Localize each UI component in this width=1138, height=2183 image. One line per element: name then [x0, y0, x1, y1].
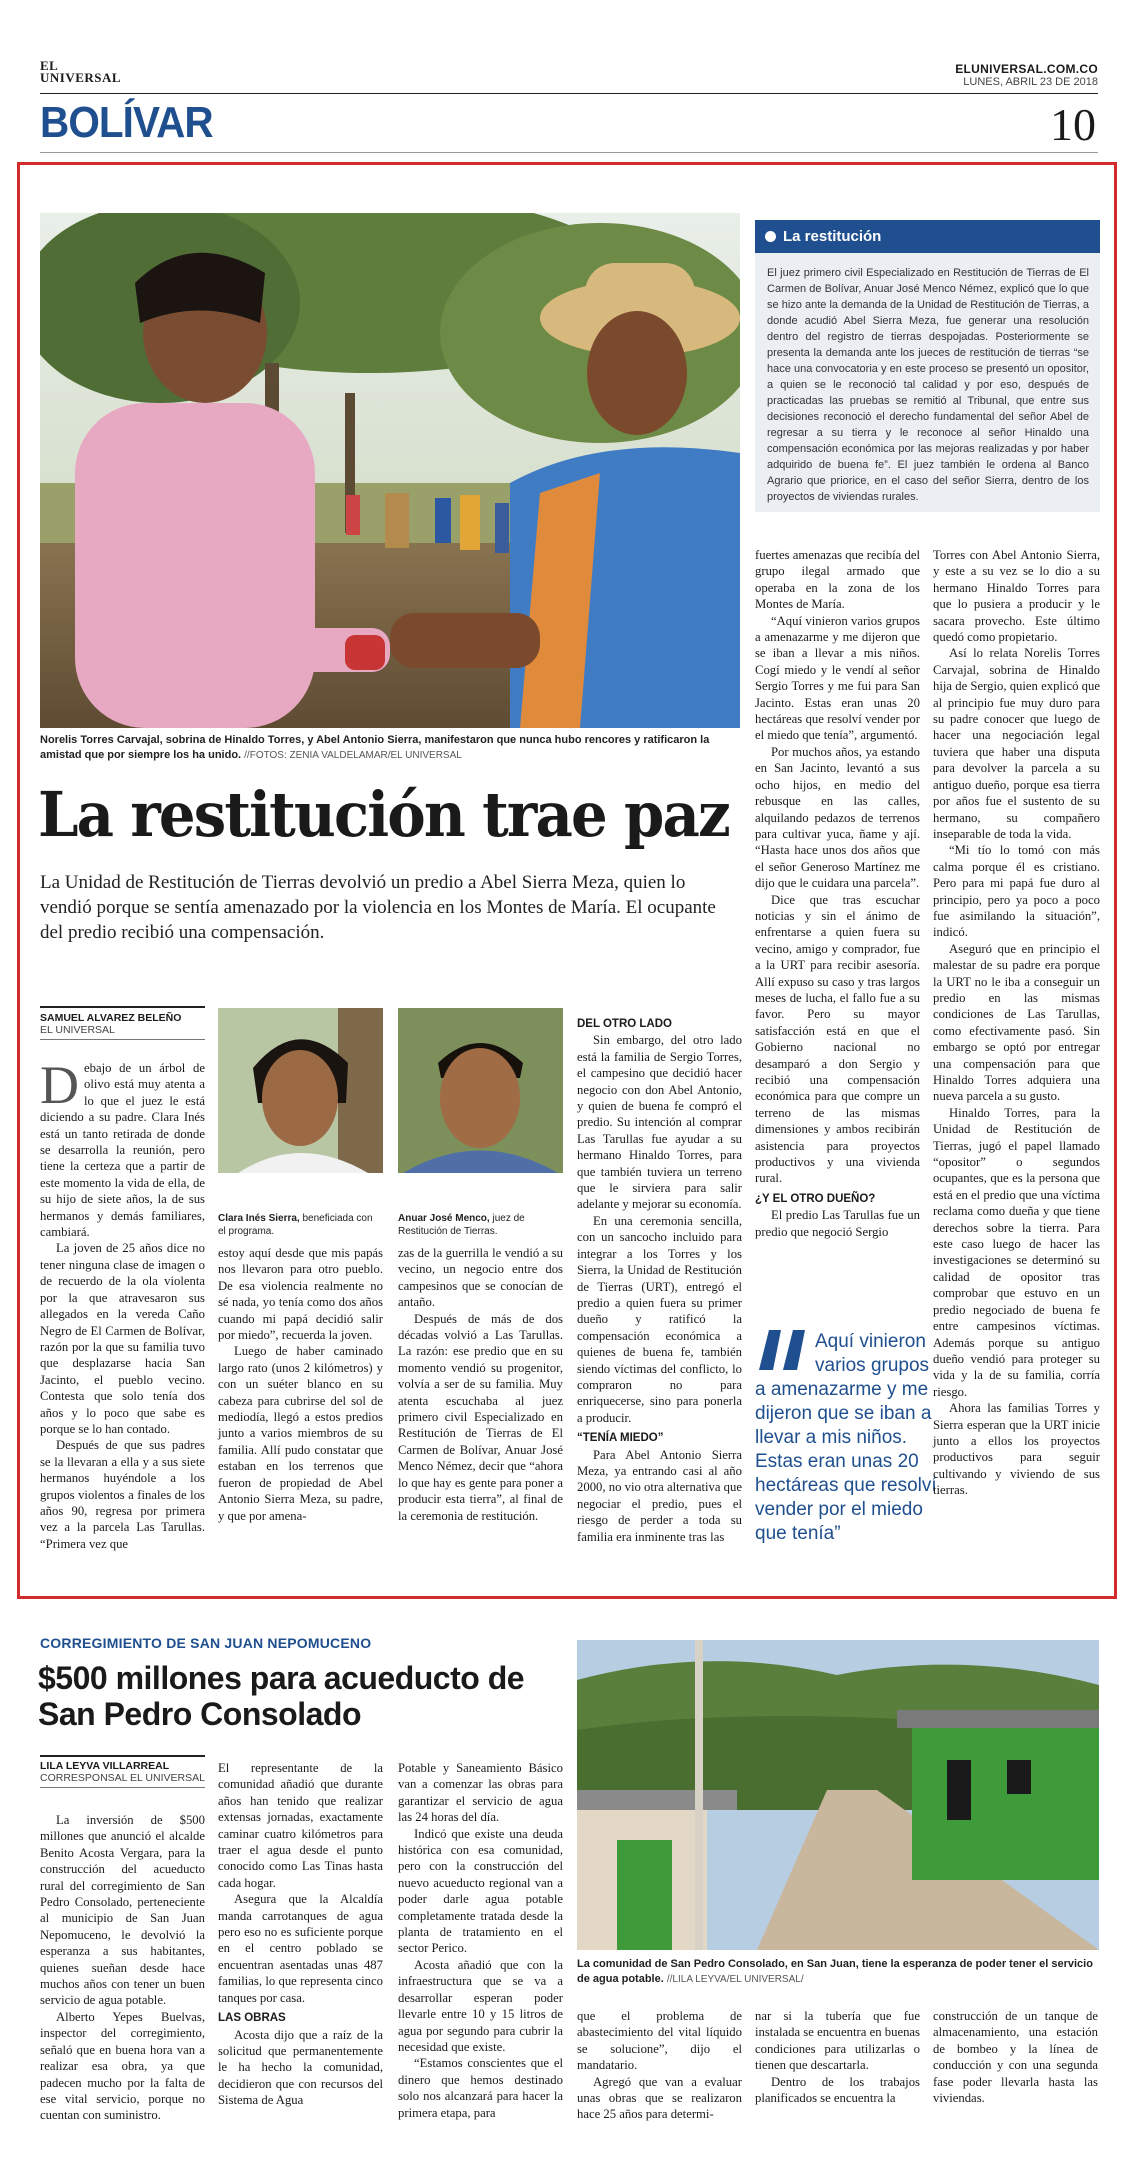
paragraph: Potable y Saneamiento Básico van a comenzar las obras para garantizar el servicio de agua las 24 horas del día. — [398, 1761, 563, 1825]
second-column-2 — [218, 1760, 383, 2109]
mug1-name: Clara Inés Sierra, — [218, 1213, 300, 1224]
byline-name: SAMUEL ALVAREZ BELEÑO — [40, 1012, 182, 1024]
newspaper-logo — [40, 58, 122, 85]
paragraph: Así lo relata Norelis Torres Carvajal, sobrina de Hinaldo hija de Sergio, quien explicó que al principio fue muy duro para su padre conocer que luego de hacer una negociación legal tuviera que haber una disputa para devolver la parcela a su antiguo dueño, porque esa tierra por años fue el sustento de su hermano, su compañero inseparable de toda la vida. — [933, 646, 1100, 841]
main-column-5 — [755, 547, 920, 1240]
subhead: DEL OTRO LADO — [577, 1018, 672, 1030]
main-deck: La Unidad de Restitución de Tierras devolvió un predio a Abel Sierra Meza, quien lo vendió porque se sentía amenazado por la violencia en los Montes de María. El ocupante del predio recibió una compensación. — [40, 872, 716, 943]
second-caption-credit: //LILA LEYVA/EL UNIVERSAL/ — [666, 1974, 804, 1985]
logo-line-2: UNIVERSAL — [40, 70, 122, 85]
issue-date: LUNES, ABRIL 23 DE 2018 — [963, 76, 1098, 88]
paragraph: estoy aquí desde que mis papás nos llevaron para otro pueblo. De esa violencia realmente no sé nada, yo tenía como dos años cuando mi papá decidió salir por miedo”, recuerda la joven. — [218, 1246, 383, 1343]
byline-org: EL UNIVERSAL — [40, 1024, 205, 1040]
main-column-4 — [577, 1012, 742, 1545]
sidebar-header — [755, 220, 1100, 253]
second-headline: $500 millones para acueducto de San Pedro Consolado — [38, 1660, 525, 1732]
paragraph: Acosta dijo que a raíz de la solicitud que permanentemente le ha hecho la comunidad, decidieron que con recursos del Sistema de Agua — [218, 2027, 383, 2108]
second-column-4 — [577, 2008, 742, 2123]
paragraph: En una ceremonia sencilla, con un sancocho incluido para integrar a los Torres y los Sierra, la Unidad de Restitución de Tierras (URT), entregó el predio a quien fuera su primer dueño y ratificó la compensación económica a quienes de buena fe, también siendo víctimas del conflicto, lo compraron no para enriquecerse, sino para ponerla a producir. — [577, 1213, 742, 1425]
paragraph: nar si la tubería que fue instalada se encuentra en buenas condiciones para utilizarlas o tienen que descartarla. — [755, 2009, 920, 2073]
paragraph: construcción de un tanque de almacenamiento, una estación de bombeo y la línea de conducción y con una segunda fase poder llevarla hasta las viviendas. — [933, 2009, 1098, 2106]
mugshot-anuar-illustration — [398, 1008, 563, 1173]
paragraph: Ahora las familias Torres y Sierra esperan que la URT inicie junto a ellos los proyectos productivos para seguir cultivando y viviendo de sus tierras. — [933, 1401, 1100, 1498]
paragraph: Sin embargo, del otro lado está la familia de Sergio Torres, el campesino que decidió hacer negocio con don Abel Antonio, y quien de buena fe compró el predio. Su intención al comprar Las Tarullas fue ayudar a su hermano Hinaldo Torres, para que también tuviera un terreno que le sirviera para salir adelante y mejorar su economía. — [577, 1033, 742, 1212]
paragraph: Torres con Abel Antonio Sierra, y este a su vez se lo dio a su hermano Hinaldo Torres para que lo pusiera a producir y le sacara provecho. Este último quedó como propietario. — [933, 548, 1100, 645]
mugshot-clara-caption — [218, 1212, 383, 1238]
main-byline — [40, 1006, 205, 1040]
logo-line-1: EL — [40, 58, 59, 73]
second-kicker: CORREGIMIENTO DE SAN JUAN NEPOMUCENO — [40, 1635, 372, 1651]
main-photo-caption — [40, 733, 740, 763]
mugshot-anuar-caption — [398, 1212, 563, 1238]
paragraph — [40, 1055, 205, 1240]
second-column-3 — [398, 1760, 563, 2121]
quote-mark-icon — [755, 1330, 809, 1370]
paragraph: Asegura que la Alcaldía manda carrotanques de agua pero eso no es suficiente porque en el centro poblado se encuentran asentadas unas 487 familias, lo que representa cinco tanques por casa. — [218, 1892, 383, 2005]
main-column-6 — [933, 547, 1100, 1499]
main-photo — [40, 213, 740, 728]
subhead: LAS OBRAS — [218, 2012, 286, 2025]
paragraph: Indicó que existe una deuda histórica con esa comunidad, pero con la construcción del nuevo acueducto regional van a poder darle agua potable completamente tratada desde la planta de tratamiento en el sector Perico. — [398, 1826, 563, 1956]
paragraph: La inversión de $500 millones que anunció el alcalde Benito Acosta Vergara, para la construcción del acueducto rural del corregimiento de San Pedro Consolado, perteneciente al municipio de San Juan Nepomuceno, le devolvió la esperanza a sus habitantes, quienes sueñan desde hace muchos años con tener un buen servicio de agua potable. — [40, 1813, 205, 2008]
second-column-5 — [755, 2008, 920, 2106]
paragraph: Para Abel Antonio Sierra Meza, ya entrando casi al año 2000, no vio otra alternativa que negociar el predio, pues el riesgo de perder a toda su familia era inminente tras las — [577, 1447, 742, 1544]
drop-cap: D — [40, 1055, 79, 1115]
byline-name: LILA LEYVA VILLARREAL — [40, 1760, 170, 1772]
mugshot-clara — [218, 1008, 383, 1173]
mugshot-clara-illustration — [218, 1008, 383, 1173]
main-photo-illustration — [40, 213, 740, 728]
section-rule — [40, 152, 1098, 153]
second-photo-illustration — [577, 1640, 1099, 1950]
main-column-3 — [398, 1245, 563, 1524]
paragraph: El representante de la comunidad añadió que durante años han tenido que realizar extensas jornadas, exactamente caminar cuatro kilómetros para traer el agua desde el punto conocido como Las Tinas hasta cada hogar. — [218, 1761, 383, 1890]
main-caption-text: Norelis Torres Carvajal, sobrina de Hinaldo Torres, y Abel Antonio Sierra, manifestaron que nunca hubo rencores y ratificaron la amistad que por siempre los ha unido. — [40, 734, 710, 761]
paragraph: Agregó que van a evaluar unas obras que se realizaron hace 25 años para determi- — [577, 2074, 742, 2122]
site-url: ELUNIVERSAL.COM.CO — [955, 62, 1098, 76]
section-title: BOLÍVAR — [40, 98, 213, 147]
second-photo-caption — [577, 1957, 1097, 1987]
paragraph: La joven de 25 años dice no tener ninguna clase de imagen o de recuerdo de la ola violenta por la que atravesaron sus allegados en la vereda Caño Negro de El Carmen de Bolívar, razón por la que su familia tuvo que desplazarse hacia San Jacinto, el pueblo vecino. Contesta que solo tenía dos años y lo poco que sabe es porque se lo han contado. — [40, 1241, 205, 1436]
paragraph: Después de que sus padres se la llevaran a ella y a sus siete hermanos huyéndole a los grupos violentos a finales de los años 90, regresa por primera vez a la parcela Las Tarullas. “Primera vez que — [40, 1438, 205, 1551]
sidebar-box — [755, 220, 1100, 512]
bullet-icon — [765, 231, 776, 242]
paragraph: Después de más de dos décadas volvió a Las Tarullas. La razón: ese predio que en su momento vendió su progenitor, volvía a ser de su familia. Muy atenta escuchaba al juez primero civil Especializado en Restitución de Tierras de El Carmen de Bolívar, Anuar José Menco Némez, decir que “ahora lo que hay es gente para poner a producir esta tierra”, al final de la ceremonia de restitución. — [398, 1311, 563, 1523]
sidebar-title: La restitución — [783, 228, 882, 245]
main-column-1 — [40, 1055, 205, 1552]
mug2-role: juez de Restitución de Tierras. — [398, 1213, 525, 1237]
second-column-6 — [933, 2008, 1098, 2106]
paragraph: Luego de haber caminado largo rato (unos 2 kilómetros) y con un suéter blanco en su cabeza para cubrirse del sol de mediodía, llegó a estos predios junto a varios miembros de su familia. Allí pudo constatar que estaban en los terrenos que fueron de propiedad de Abel Antonio Sierra Meza, su padre, y que por amena- — [218, 1344, 383, 1523]
mug2-name: Anuar José Menco, — [398, 1213, 490, 1224]
paragraph: Por muchos años, ya estando en San Jacinto, levantó a sus ocho hijos, en medio del rebusque en las calles, alquilando pedazos de terrenos para cultivar yuca, ñame y ají. “Hasta hace unos dos años que el señor Generoso Martínez me dijo que le cuidara una parcela”. — [755, 744, 920, 891]
sidebar-text: El juez primero civil Especializado en Restitución de Tierras de El Carmen de Bolívar, Anuar José Menco Némez, explicó que lo que se hizo ante la demanda de la Unidad de Restitución de Tierras, a donde acudió Abel Sierra Meza, fue generar una resolución dentro del registro de tierras despojadas. Posteriormente se presenta la demanda ante los jueces de restitución de tierras “se hace una convocatoria y en este proceso se presentó un opositor, a quien se le reconoció tal calidad y por eso, después de practicadas las pruebas se remitió al Tribunal, que entre sus decisiones reconoció el derecho fundamental del señor Abel de regresar a su tierra y le reconoce al señor Hinaldo una compensación económica por las mejoras realizadas y por haber adquirido de buena fe”. El juez también le ordena al Banco Agrario que priorice, en el caso del señor Sierra, dentro de los proyectos de viviendas rurales. — [767, 267, 1089, 503]
paragraph: que el problema de abastecimiento del vital líquido se solucione”, dijo el mandatario. — [577, 2009, 742, 2073]
masthead-rule — [40, 93, 1098, 94]
paragraph-text: ebajo de un árbol de olivo está muy atenta a lo que el juez le está diciendo a su padre. Clara Inés está un tanto retirada de donde se desarrolla la reunión, pero tiene la certeza que a partir de este momento la vida de ella, de su hijo de siete años, la de sus hermanos y demás familiares, cambiará. — [40, 1061, 205, 1240]
byline-org: CORRESPONSAL EL UNIVERSAL — [40, 1772, 205, 1788]
masthead-info — [955, 62, 1098, 88]
second-photo — [577, 1640, 1099, 1950]
paragraph: El predio Las Tarullas fue un predio que negoció Sergio — [755, 1208, 920, 1239]
paragraph: Alberto Yepes Buelvas, inspector del corregimiento, señaló que en buena hora van a realizar esa obra, ya que padecen mucho por la falta de ese vital servicio, porque no cuentan con suministro. — [40, 2009, 205, 2123]
main-headline: La restitución trae paz — [38, 778, 729, 851]
mugshot-anuar — [398, 1008, 563, 1173]
paragraph: “Mi tío lo tomó con más calma porque él es cristiano. Pero para mi papá fue duro al principio, pero ya poco a poco fue asimilando la situación”, indicó. — [933, 843, 1100, 940]
main-caption-credit: //FOTOS: ZENIA VALDELAMAR/EL UNIVERSAL — [244, 750, 462, 761]
paragraph: Hinaldo Torres, para la Unidad de Restitución de Tierras, jugó el papel llamado “opositor” o segundos ocupantes, que es la persona que está en el predio que una víctima reclama como dueña y que tiene derechos sobre la tierra. Para este caso luego de hacer las investigaciones se determinó su calidad de opositor tras comprobar que estuvo en un predio negociado de buena fe entre campesinos víctimas. Además porque su antiguo dueño vendió para proteger su vida y la de su familia, corría riesgo. — [933, 1105, 1100, 1399]
paragraph: “Estamos conscientes que el dinero que hemos destinado solo nos alcanzará para hacer la primera etapa, para — [398, 2056, 563, 2120]
paragraph: Dice que tras escuchar noticias y sin el ánimo de enfrentarse a quien fuera su vecino, amigo y comprador, fue a la URT para recibir asesoría. Allí expuso su caso y tras largos meses de lucha, el fallo fue a su favor. Pero su mayor satisfacción está en que el Gobierno nacional no desamparó a don Sergio y recibió una compensación económica para que compre un terreno de las mismas dimensiones y ambos recibirán asistencia para proyectos productivos y una vivienda rural. — [755, 892, 920, 1186]
paragraph: fuertes amenazas que recibía del grupo ilegal armado que operaba en la zona de los Montes de María. — [755, 548, 920, 612]
second-column-1 — [40, 1812, 205, 2124]
main-column-2 — [218, 1245, 383, 1524]
second-caption-text: La comunidad de San Pedro Consolado, en San Juan, tiene la esperanza de poder tener el servicio de agua potable. — [577, 1958, 1093, 1985]
pull-quote-text: Aquí vinieron varios grupos a amenazarme y me dijeron que se iban a llevar a mis niños. Estas eran unas 20 hectáreas que resolví vender por el miedo que tenía” — [755, 1331, 937, 1544]
page-number: 10 — [1050, 99, 1096, 150]
mug1-role: beneficiada con el programa. — [218, 1213, 373, 1237]
subhead: “TENÍA MIEDO” — [577, 1432, 664, 1445]
paragraph: “Aquí vinieron varios grupos a amenazarme y me dijeron que se iban a llevar a mis niños. Cogí miedo y le vendí al señor Sergio Torres y me fui para San Jacinto. Estas eran unas 20 hectáreas que resolví vender por el miedo que tenía”, argumentó. — [755, 613, 920, 743]
paragraph: Aseguró que en principio el malestar de su padre era porque la URT no le iba a conseguir un predio en las mismas condiciones de Las Tarullas, como efectivamente pasó. Sin embargo se optó por entregar una compensación para que Hinaldo Torres adquiera una nueva parcela a su gusto. — [933, 941, 1100, 1104]
second-byline — [40, 1755, 205, 1788]
paragraph: zas de la guerrilla le vendió a su vecino, un negocio entre dos campesinos que se conocían de antaño. — [398, 1246, 563, 1310]
paragraph: Dentro de los trabajos planificados se encuentra la — [755, 2074, 920, 2106]
pull-quote — [755, 1330, 940, 1546]
subhead: ¿Y EL OTRO DUEÑO? — [755, 1192, 876, 1205]
paragraph: Acosta añadió que con la infraestructura que se va a desarrollar esperan poder llevarle entre 10 y 15 litros de agua por segundo para cubrir la necesidad que existe. — [398, 1957, 563, 2054]
